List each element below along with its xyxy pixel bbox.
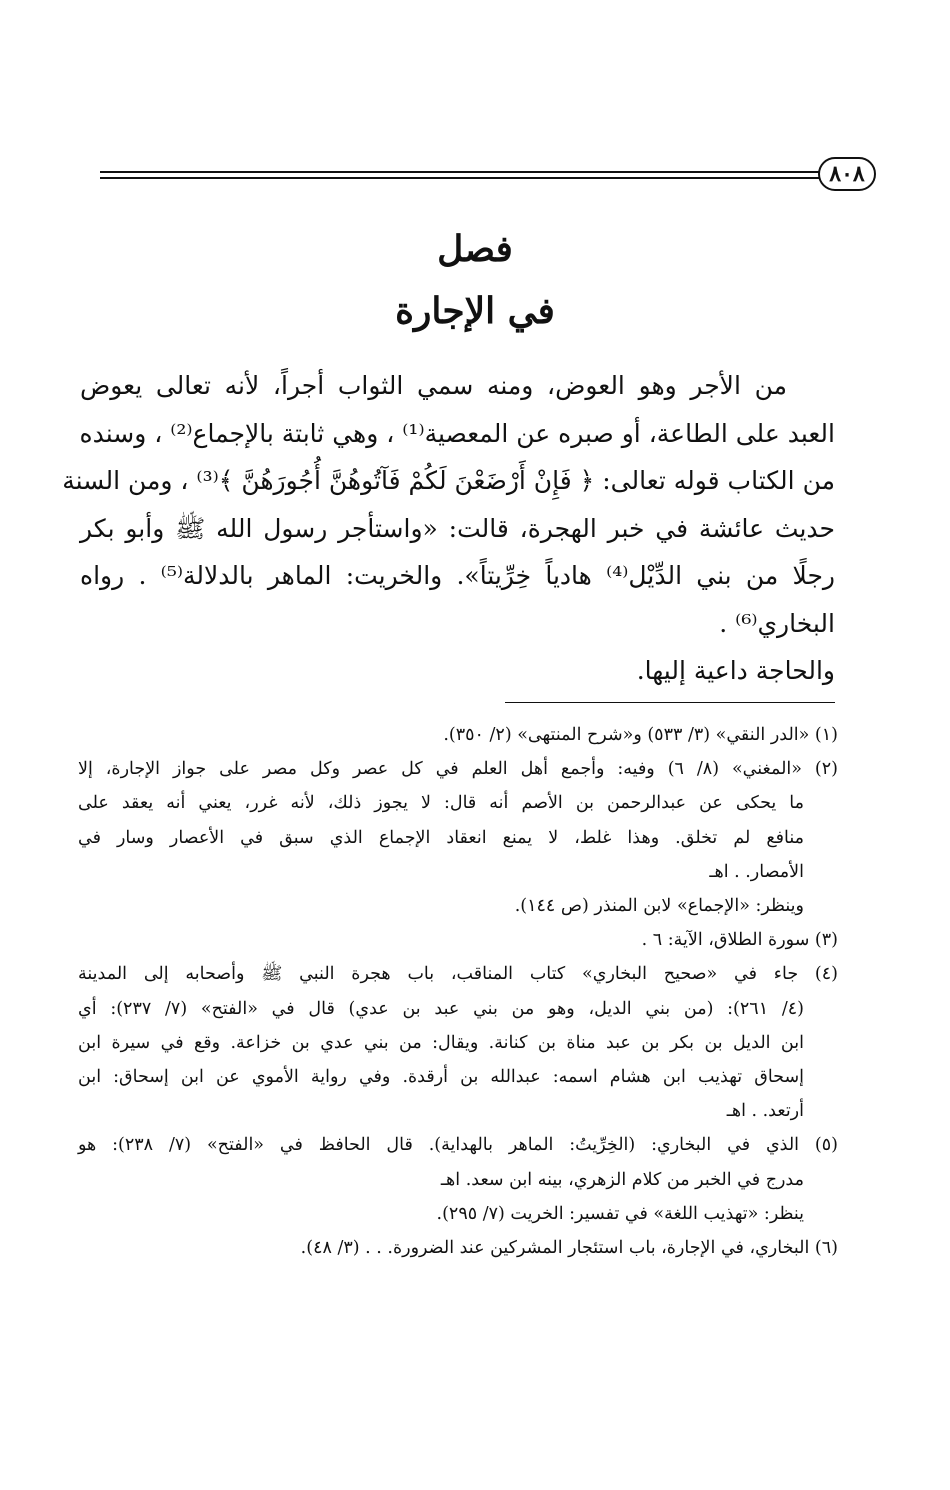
body-line: والحاجة داعية إليها.: [636, 656, 835, 685]
footnote-separator: [505, 702, 835, 703]
section-subtitle: في الإجارة: [395, 290, 555, 332]
footnote-line: ابن الديل بن بكر بن عبد مناة بن كنانة. ويقال: من بني عدي بن خزاعة. وقع في سيرة ابن: [78, 1032, 804, 1053]
footnote-line: (٣) سورة الطلاق، الآية: ٦ .: [641, 930, 838, 951]
footnote-line: إسحاق تهذيب ابن هشام اسمه: عبدالله بن أرقدة. وفي رواية الأموي عن ابن إسحاق: ابن: [78, 1067, 804, 1088]
body-line: رجلًا من بني الدِّيْل⁽⁴⁾ هادياً خِرِّيتاً». والخريت: الماهر بالدلالة⁽⁵⁾ . رواه: [80, 561, 836, 590]
body-line: البخاري⁽⁶⁾ .: [719, 608, 835, 638]
footnotes: [78, 718, 838, 1265]
footnote-line: (٤) جاء في «صحيح البخاري» كتاب المناقب، باب هجرة النبي ﷺ وأصحابه إلى المدينة: [78, 964, 838, 985]
body-line: من الكتاب قوله تعالى: ﴿ فَإِنْ أَرْضَعْنَ لَكُمْ فَآتُوهُنَّ أُجُورَهُنَّ ﴾⁽³⁾ ، ومن السنة: [62, 466, 835, 495]
footnote-line: (٦) البخاري، في الإجارة، باب استئجار المشركين عند الضرورة. . . (٣/ ٤٨).: [300, 1238, 838, 1259]
body-line: حديث عائشة في خبر الهجرة، قالت: «واستأجر رسول الله ﷺ وأبو بكر: [80, 513, 835, 543]
footnote-line: منافع لم تخلق. وهذا غلط، لا يمنع انعقاد الإجماع الذي سبق في الأعصار وسار في: [78, 827, 804, 848]
section-title: فصل: [437, 228, 513, 270]
footnote-line: أرتعد. . اهـ: [726, 1101, 804, 1122]
header-rule: [100, 171, 820, 179]
footnote-line: مدرج في الخبر من كلام الزهري، بينه ابن سعد. اهـ: [440, 1169, 804, 1190]
body-line: من الأجر وهو العوض، ومنه سمي الثواب أجراً، لأنه تعالى يعوض: [80, 371, 787, 400]
footnote-line: (٥) الذي في البخاري: (الخِرِّيتُ: الماهر بالهداية). قال الحافظ في «الفتح» (٧/ ٢٣٨): هو: [78, 1135, 838, 1156]
footnote-line: وينظر: «الإجماع» لابن المنذر (ص ١٤٤).: [514, 896, 804, 917]
main-text: [62, 362, 836, 695]
footnote-line: (٢) «المغني» (٨/ ٦) وفيه: وأجمع أهل العلم في كل عصر وكل مصر على جواز الإجارة، إلا: [78, 759, 838, 780]
footnote-line: ينظر: «تهذيب اللغة» في تفسير: الخريت (٧/ ٢٩٥).: [436, 1203, 804, 1224]
footnote-line: الأمصار. . اهـ: [709, 861, 804, 882]
body-line: العبد على الطاعة، أو صبره عن المعصية⁽¹⁾ ، وهي ثابتة بالإجماع⁽²⁾ ، وسنده: [79, 418, 835, 448]
footnote-line: ما يحكى عن عبدالرحمن بن الأصم أنه قال: لا يجوز ذلك، لأنه غرر، يعني أنه يعقد على: [78, 793, 804, 814]
page-number: ٨٠٨: [818, 157, 876, 191]
footnote-line: (١) «الدر النقي» (٣/ ٥٣٣) و«شرح المنتهى» (٢/ ٣٥٠).: [443, 725, 838, 745]
footnote-line: (٤/ ٢٦١): (من بني الديل، وهو من بني عبد بن عدي) قال في «الفتح» (٧/ ٢٣٧): أي: [78, 998, 804, 1019]
